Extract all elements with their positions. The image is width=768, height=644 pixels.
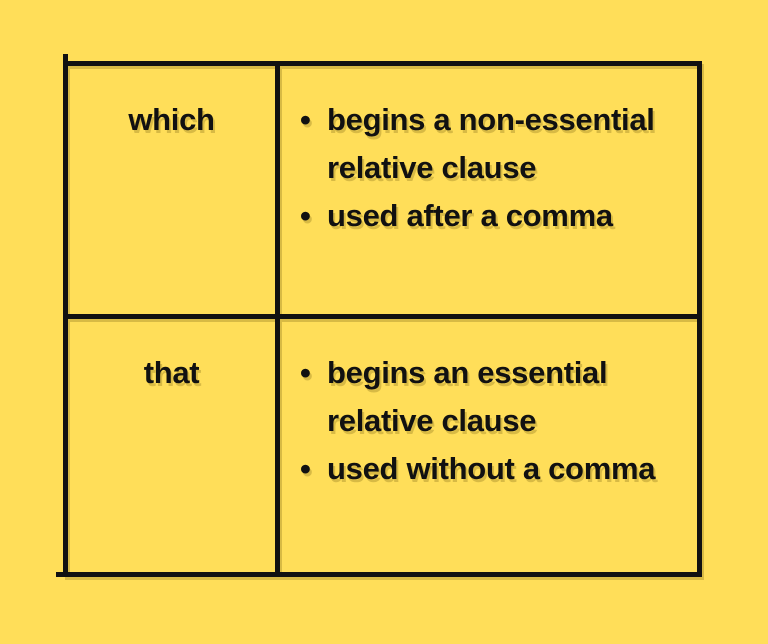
cell-term-that <box>68 319 280 572</box>
bullet-text <box>327 445 691 493</box>
bullet-text <box>327 349 691 445</box>
bullet-item <box>300 445 691 493</box>
term-that: that <box>143 355 200 390</box>
bullet-icon: • <box>300 355 311 390</box>
bullet-line: begins a non-essential <box>327 102 655 137</box>
bullet-item <box>300 192 691 240</box>
bullet-line: begins an essential <box>327 355 608 390</box>
cell-bullets-that <box>280 319 697 572</box>
bullet-line: relative clause <box>327 150 537 185</box>
bullet-line: used after a comma <box>327 198 613 233</box>
cell-bullets-which <box>280 66 697 319</box>
bullet-icon: • <box>300 198 311 233</box>
comparison-table <box>63 61 702 577</box>
bullet-text <box>327 96 691 192</box>
bullet-text <box>327 192 691 240</box>
bullet-line: used without a comma <box>327 451 656 486</box>
term-which: which <box>128 102 215 137</box>
bullet-icon: • <box>300 102 311 137</box>
bullet-item <box>300 349 691 445</box>
bullet-icon: • <box>300 451 311 486</box>
bullet-item <box>300 96 691 192</box>
cell-term-which <box>68 66 280 319</box>
bullet-line: relative clause <box>327 403 537 438</box>
